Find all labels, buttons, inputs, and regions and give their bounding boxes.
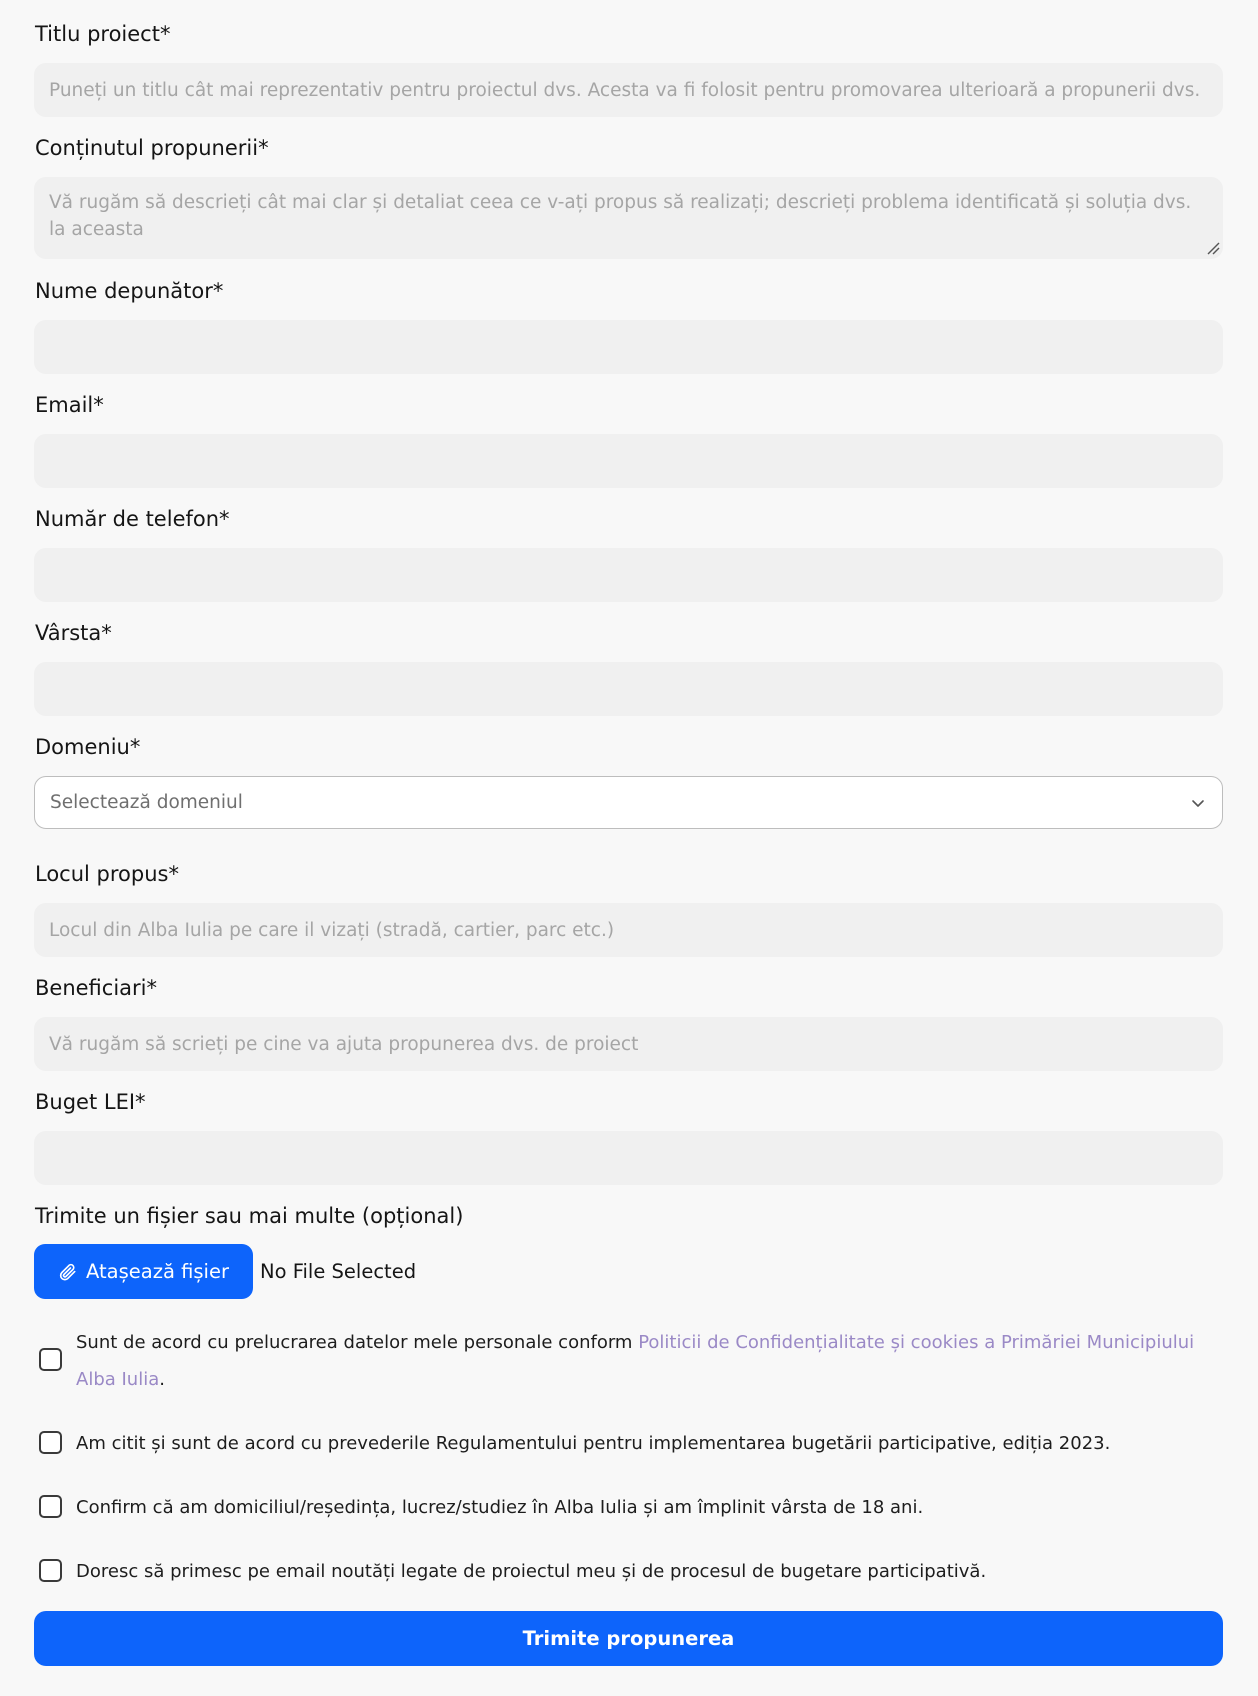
title-input[interactable] [34,63,1223,117]
submit-button[interactable]: Trimite propunerea [34,1611,1223,1666]
name-label: Nume depunător* [35,279,224,303]
files-label: Trimite un fișier sau mai multe (opțional) [35,1204,464,1228]
privacy-text-before: Sunt de acord cu prelucrarea datelor mele personale conform [76,1332,639,1353]
privacy-checkbox[interactable] [39,1348,62,1371]
privacy-text-after: . [159,1369,165,1390]
paperclip-icon [58,1262,78,1282]
content-textarea[interactable] [34,177,1223,259]
domain-select[interactable] [34,776,1223,829]
age-input[interactable] [34,662,1223,716]
residence-checkbox[interactable] [39,1495,62,1518]
age-label: Vârsta* [35,621,112,645]
domain-label: Domeniu* [35,735,141,759]
resize-grip-icon[interactable] [1206,241,1220,255]
newsletter-consent-text: Doresc să primesc pe email noutăți legate de proiectul meu și de procesul de bugetare participativă. [76,1561,987,1582]
regulation-consent-text: Am citit și sunt de acord cu prevederile Regulamentului pentru implementarea bugetării participative, ediția 2023. [76,1433,1111,1454]
attach-file-button[interactable] [34,1244,253,1299]
beneficiaries-label: Beneficiari* [35,976,158,1000]
privacy-policy-link[interactable]: Politicii de Confidențialitate și cookies a Primăriei Municipiului Alba Iulia [76,1332,1195,1390]
location-label: Locul propus* [35,862,179,886]
attach-file-label: Atașează fișier [86,1260,229,1283]
beneficiaries-input[interactable] [34,1017,1223,1071]
title-label: Titlu proiect* [35,22,171,46]
phone-label: Număr de telefon* [35,507,230,531]
budget-label: Buget LEI* [35,1090,146,1114]
privacy-consent-text [76,1324,1206,1398]
domain-select-value: Selectează domeniul [50,792,243,813]
newsletter-checkbox[interactable] [39,1559,62,1582]
name-input[interactable] [34,320,1223,374]
residence-consent-text: Confirm că am domiciliul/reședința, lucrez/studiez în Alba Iulia și am împlinit vârsta de 18 ani. [76,1497,924,1518]
location-input[interactable] [34,903,1223,957]
email-input[interactable] [34,434,1223,488]
regulation-checkbox[interactable] [39,1431,62,1454]
content-label: Conținutul propunerii* [35,136,269,160]
chevron-down-icon [1190,795,1206,811]
phone-input[interactable] [34,548,1223,602]
email-label: Email* [35,393,104,417]
file-status: No File Selected [260,1260,417,1283]
budget-input[interactable] [34,1131,1223,1185]
